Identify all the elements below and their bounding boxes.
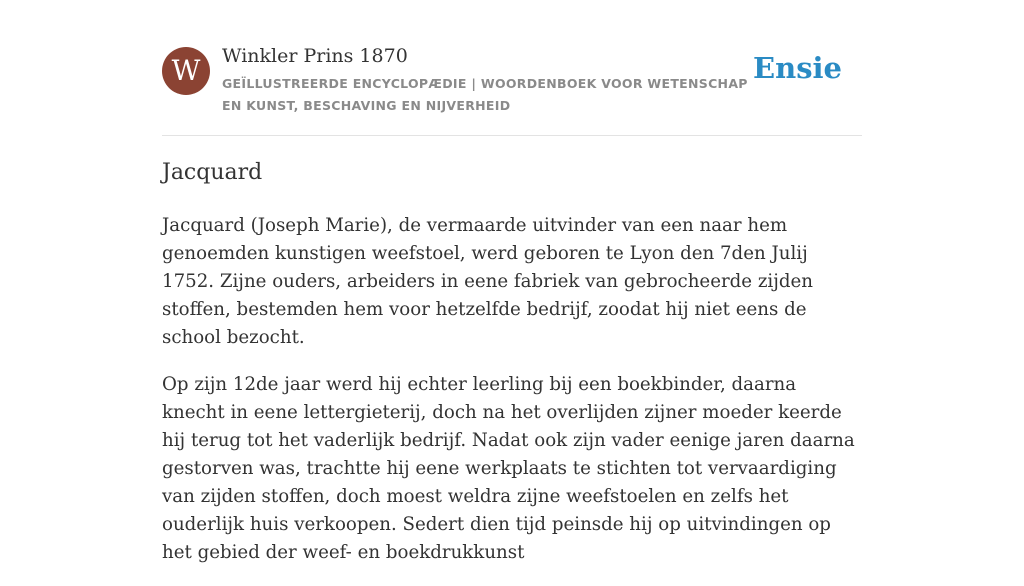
- ensie-logo-link[interactable]: Ensie: [753, 51, 842, 85]
- entry-title: Jacquard: [162, 160, 263, 185]
- source-header: [162, 45, 862, 125]
- entry-body: [162, 212, 862, 586]
- source-subtitle: GEÏLLUSTREERDE ENCYCLOPÆDIE | WOORDENBOEK VOOR WETENSCHAP EN KUNST, BESCHAVING EN NIJVERHEID: [222, 76, 748, 113]
- header-divider: [162, 135, 862, 136]
- source-avatar[interactable]: W: [162, 47, 210, 95]
- source-title[interactable]: Winkler Prins 1870: [222, 45, 408, 67]
- entry-paragraph: Op zijn 12de jaar werd hij echter leerling bij een boekbinder, daarna knecht in eene lettergieterij, doch na het overlijden zijner moeder keerde hij terug tot het vaderlijk bedrijf. Nadat ook zijn vader eenige jaren daarna gestorven was, trachtte hij eene werkplaats te stichten tot vervaardiging van zijden stoffen, doch moest weldra zijne weefstoelen en zelfs het ouderlijk huis verkoopen. Sedert dien tijd peinsde hij op uitvindingen op het gebied der weef- en boekdrukkunst: [162, 374, 855, 563]
- entry-paragraph: Jacquard (Joseph Marie), de vermaarde uitvinder van een naar hem genoemden kunstigen weefstoel, werd geboren te Lyon den 7den Julij 1752. Zijne ouders, arbeiders in eene fabriek van gebrocheerde zijden stoffen, bestemden hem voor hetzelfde bedrijf, zoodat hij niet eens de school bezocht.: [162, 215, 813, 348]
